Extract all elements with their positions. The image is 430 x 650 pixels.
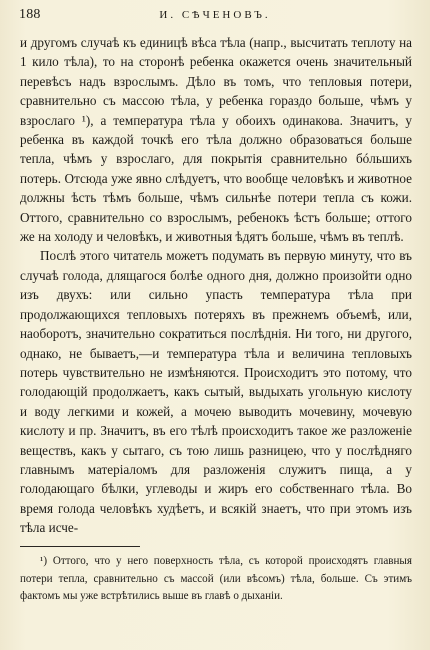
paragraph-1: и другомъ случаѣ къ единицѣ вѣса тѣла (напр., высчитать теплоту на 1 кило тѣла), то на сторонѣ ребенка окажется очень значительный перевѣсъ надъ взрослымъ. Дѣло въ томъ, что тепловыя потери, сравнительно съ массою тѣла, у ребенка гораздо больше, чѣмъ у взрослаго ¹), а температура тѣла у обоихъ одинакова. Значитъ, у ребенка въ каждой точкѣ его тѣла должно образоваться больше тепла, чѣмъ у взрослаго, для покрытія сравнительно бóльшихъ потерь. Отсюда уже явно слѣдуетъ, что вообще человѣкъ и животное должны ѣсть тѣмъ больше, чѣмъ сильнѣе потери тепла съ кожи. Оттого, сравнительно со взрослымъ, ребенокъ ѣстъ больше; оттого же на холоду и человѣкъ, и животныя ѣдятъ больше, чѣмъ въ теплѣ.	[20, 35, 412, 245]
footnote: ¹) Оттого, что у него поверхность тѣла, съ которой происходятъ главныя потери тепла, сравнительно съ массой (или вѣсомъ) тѣла, больше. Съ этимъ фактомъ мы уже встрѣтились выше въ главѣ о дыханіи.	[20, 555, 412, 603]
footnote-divider	[20, 546, 140, 547]
running-head: И. СѢЧЕНОВЪ.	[159, 9, 271, 21]
page-header	[0, 4, 430, 24]
main-text	[20, 33, 412, 538]
paragraph-2: Послѣ этого читатель можетъ подумать въ первую минуту, что въ случаѣ голода, длящагося болѣе одного дня, должно произойти одно изъ двухъ: или сильно упасть температура тѣла при продолжающихся тепловыхъ потеряхъ въ прежнемъ объемѣ, или, наоборотъ, значительно сократиться послѣднія. Ни того, ни другого, однако, не бываетъ,—и температура тѣла и величина тепловыхъ потерь чувствительно не измѣняются. Происходитъ это потому, что голодающій продолжаетъ, какъ сытый, выдыхать угольную кислоту и воду легкими и кожей, а мочею выводить мочевину, мочевую кислоту и пр. Значитъ, въ его тѣлѣ происходитъ такое же разложеніе веществъ, какъ у сытаго, съ тою лишь разницею, что у послѣдняго главнымъ матеріаломъ для разложенія служитъ пища, а у голодающаго бѣлки, углеводы и жиръ его собственнаго тѣла. Во время голода человѣкъ худѣетъ, и всякій знаетъ, что при этомъ изъ тѣла исче-	[20, 248, 412, 536]
page-number: 188	[19, 7, 41, 22]
